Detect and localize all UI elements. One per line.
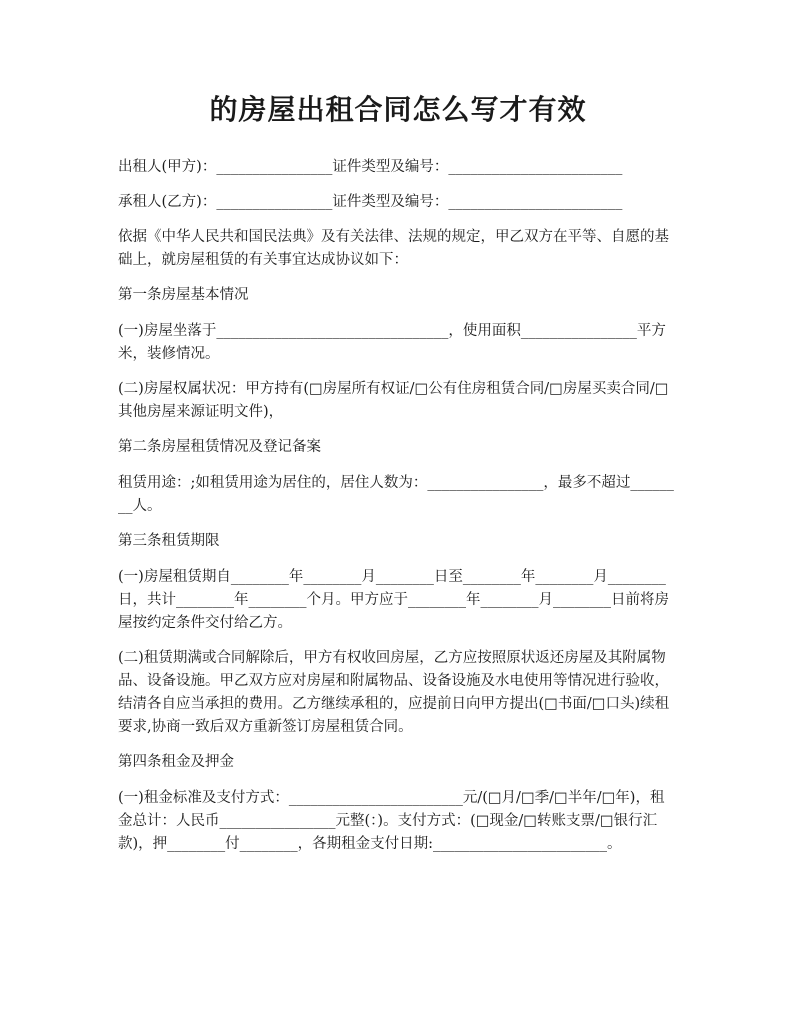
article-4-clause-1: (一)租金标准及支付方式：________________________元/(□月/□季/□半年/□年)，租金总计：人民币________________元整(：)。支付方式：(□现金/□转账支票/□银行汇款)，押________付________，各期租金支付日期:________________________。 — [118, 790, 665, 852]
article-1-clause-2: (二)房屋权属状况：甲方持有(□房屋所有权证/□公有住房租赁合同/□房屋买卖合同/□其他房屋来源证明文件)， — [118, 381, 669, 420]
article-2-usage: 租赁用途：;如租赁用途为居住的，居住人数为：________________，最多不超过________人。 — [118, 475, 674, 514]
article-3-clause-2: (二)租赁期满或合同解除后，甲方有权收回房屋，乙方应按照原状返还房屋及其附属物品、设备设施。甲乙双方应对房屋和附属物品、设备设施及水电使用等情况进行验收，结清各自应当承担的费用。乙方继续承租的，应提前日向甲方提出(□书面/□口头)续租要求,协商一致后双方重新签订房屋租赁合同。 — [118, 650, 670, 735]
lessor-line: 出租人(甲方)：________________证件类型及编号：________________________ — [118, 159, 623, 175]
article-3-heading: 第三条租赁期限 — [118, 533, 220, 549]
article-1-heading: 第一条房屋基本情况 — [118, 287, 249, 303]
article-1-clause-1: (一)房屋坐落于________________________________，使用面积________________平方米，装修情况。 — [118, 323, 666, 362]
article-2-heading: 第二条房屋租赁情况及登记备案 — [118, 439, 321, 455]
article-4-heading: 第四条租金及押金 — [118, 754, 234, 770]
lessee-line: 承租人(乙方)：________________证件类型及编号：________________________ — [118, 194, 623, 210]
article-3-clause-1: (一)房屋租赁期自________年________月________日至________年________月________日，共计________年________个月。甲方应于________年________月________日前将房屋按约定条件交付给乙方。 — [118, 569, 669, 631]
preamble-paragraph: 依据《中华人民共和国民法典》及有关法律、法规的规定，甲乙双方在平等、自愿的基础上，就房屋租赁的有关事宜达成协议如下： — [118, 229, 669, 268]
document-title: 的房屋出租合同怎么写才有效 — [209, 93, 587, 126]
